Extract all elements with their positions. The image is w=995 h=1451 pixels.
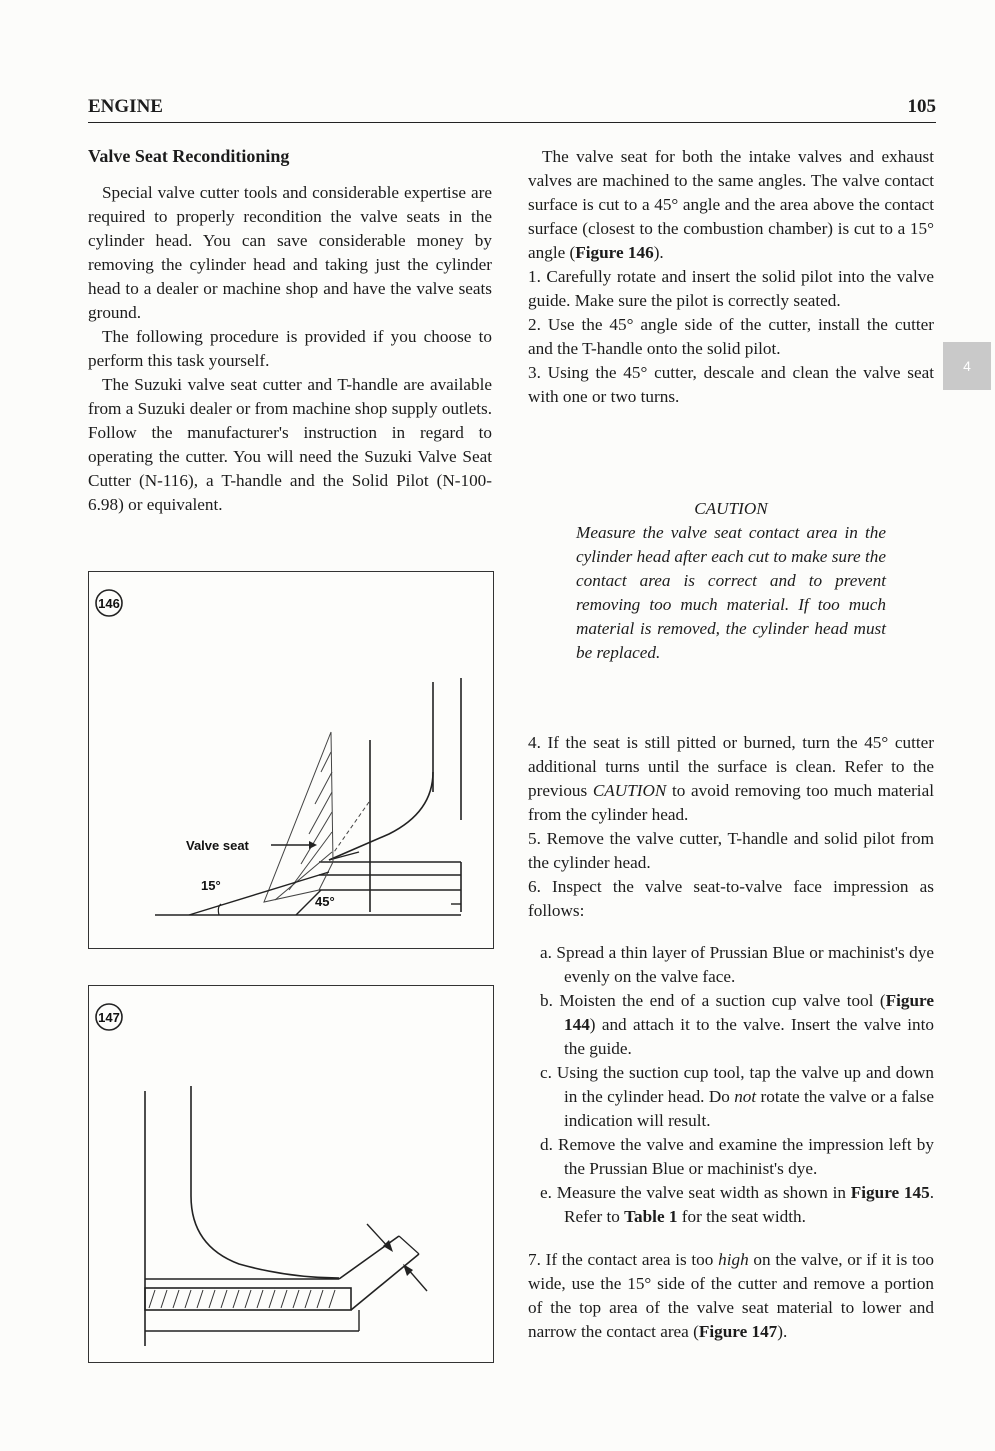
step-1: 1. Carefully rotate and insert the solid pilot into the valve guide. Make sure the pilot is correctly seated. xyxy=(528,267,934,310)
running-header xyxy=(88,96,936,123)
substep-c: c. Using the suction cup tool, tap the valve up and down in the cylinder head. Do not rotate the valve or a false indication will result. xyxy=(540,1063,934,1130)
step-2: 2. Use the 45° angle side of the cutter, install the cutter and the T-handle onto the solid pilot. xyxy=(528,315,934,358)
right-column xyxy=(528,145,934,409)
substep-e: e. Measure the valve seat width as shown in Figure 145. Refer to Table 1 for the seat width. xyxy=(540,1183,934,1226)
paragraph: The Suzuki valve seat cutter and T-handle are available from a Suzuki dealer or from machine shop supply outlets. Follow the manufacturer's instruction in regard to operating the cutter. You will need the Suzuki Valve Seat Cutter (N-116), a T-handle and the Solid Pilot (N-100-6.98) or equivalent. xyxy=(88,375,492,514)
substeps xyxy=(540,941,934,1229)
step-3: 3. Using the 45° cutter, descale and clean the valve seat with one or two turns. xyxy=(528,363,934,406)
header-section: ENGINE xyxy=(88,96,163,117)
substep-d: d. Remove the valve and examine the impression left by the Prussian Blue or machinist's dye. xyxy=(540,1135,934,1178)
label-15-degree: 15° xyxy=(201,878,221,893)
step-7: 7. If the contact area is too high on the valve, or if it is too wide, use the 15° side of the cutter and remove a portion of the top area of the valve seat material to lower and narrow the contact area (Figure 147). xyxy=(528,1250,935,1341)
paragraph: Special valve cutter tools and considerable expertise are required to properly recondition the valve seats in the cylinder head. You can save considerable money by removing the cylinder head and taking just the cylinder head to a dealer or machine shop and have the valve seats ground. xyxy=(88,183,492,322)
label-45-degree: 45° xyxy=(315,894,335,909)
figure-146 xyxy=(88,571,494,949)
page-number: 105 xyxy=(907,96,936,117)
caution-title: CAUTION xyxy=(694,499,768,518)
figure-number: 147 xyxy=(98,1010,120,1025)
paragraph: The following procedure is provided if you choose to perform this task yourself. xyxy=(88,327,492,370)
step-4: 4. If the seat is still pitted or burned, turn the 45° cutter additional turns until the surface is clean. Refer to the previous CAUTION to avoid removing too much material from the cylinder head. xyxy=(528,733,934,824)
paragraph: The valve seat for both the intake valves and exhaust valves are machined to the same angles. The valve contact surface is cut to a 45° angle and the area above the contact surface (closest to the combustion chamber) is cut to a 15° angle (Figure 146). xyxy=(528,147,934,262)
section-title: Valve Seat Reconditioning xyxy=(88,146,290,166)
figure-147-drawing xyxy=(89,986,493,1362)
chapter-tab: 4 xyxy=(943,342,991,390)
step-5: 5. Remove the valve cutter, T-handle and solid pilot from the cylinder head. xyxy=(528,829,934,872)
left-column xyxy=(88,181,492,517)
label-valve-seat: Valve seat xyxy=(186,838,249,853)
substep-b: b. Moisten the end of a suction cup valve tool (Figure 144) and attach it to the valve. Insert the valve into the guide. xyxy=(540,991,934,1058)
figure-number: 146 xyxy=(98,596,120,611)
step-6: 6. Inspect the valve seat-to-valve face impression as follows: xyxy=(528,877,934,920)
figure-146-drawing xyxy=(89,572,493,948)
figure-147 xyxy=(88,985,494,1363)
figure-ref: Figure 146 xyxy=(575,243,654,262)
caution-text: Measure the valve seat contact area in the cylinder head after each cut to make sure the contact area is correct and to prevent removing too much material. If too much material is removed, the cylinder head must be replaced. xyxy=(576,523,886,662)
substep-a: a. Spread a thin layer of Prussian Blue or machinist's dye evenly on the valve face. xyxy=(540,943,934,986)
caution-box xyxy=(576,497,886,665)
step-7-block xyxy=(528,1248,934,1344)
right-column-steps xyxy=(528,731,934,923)
